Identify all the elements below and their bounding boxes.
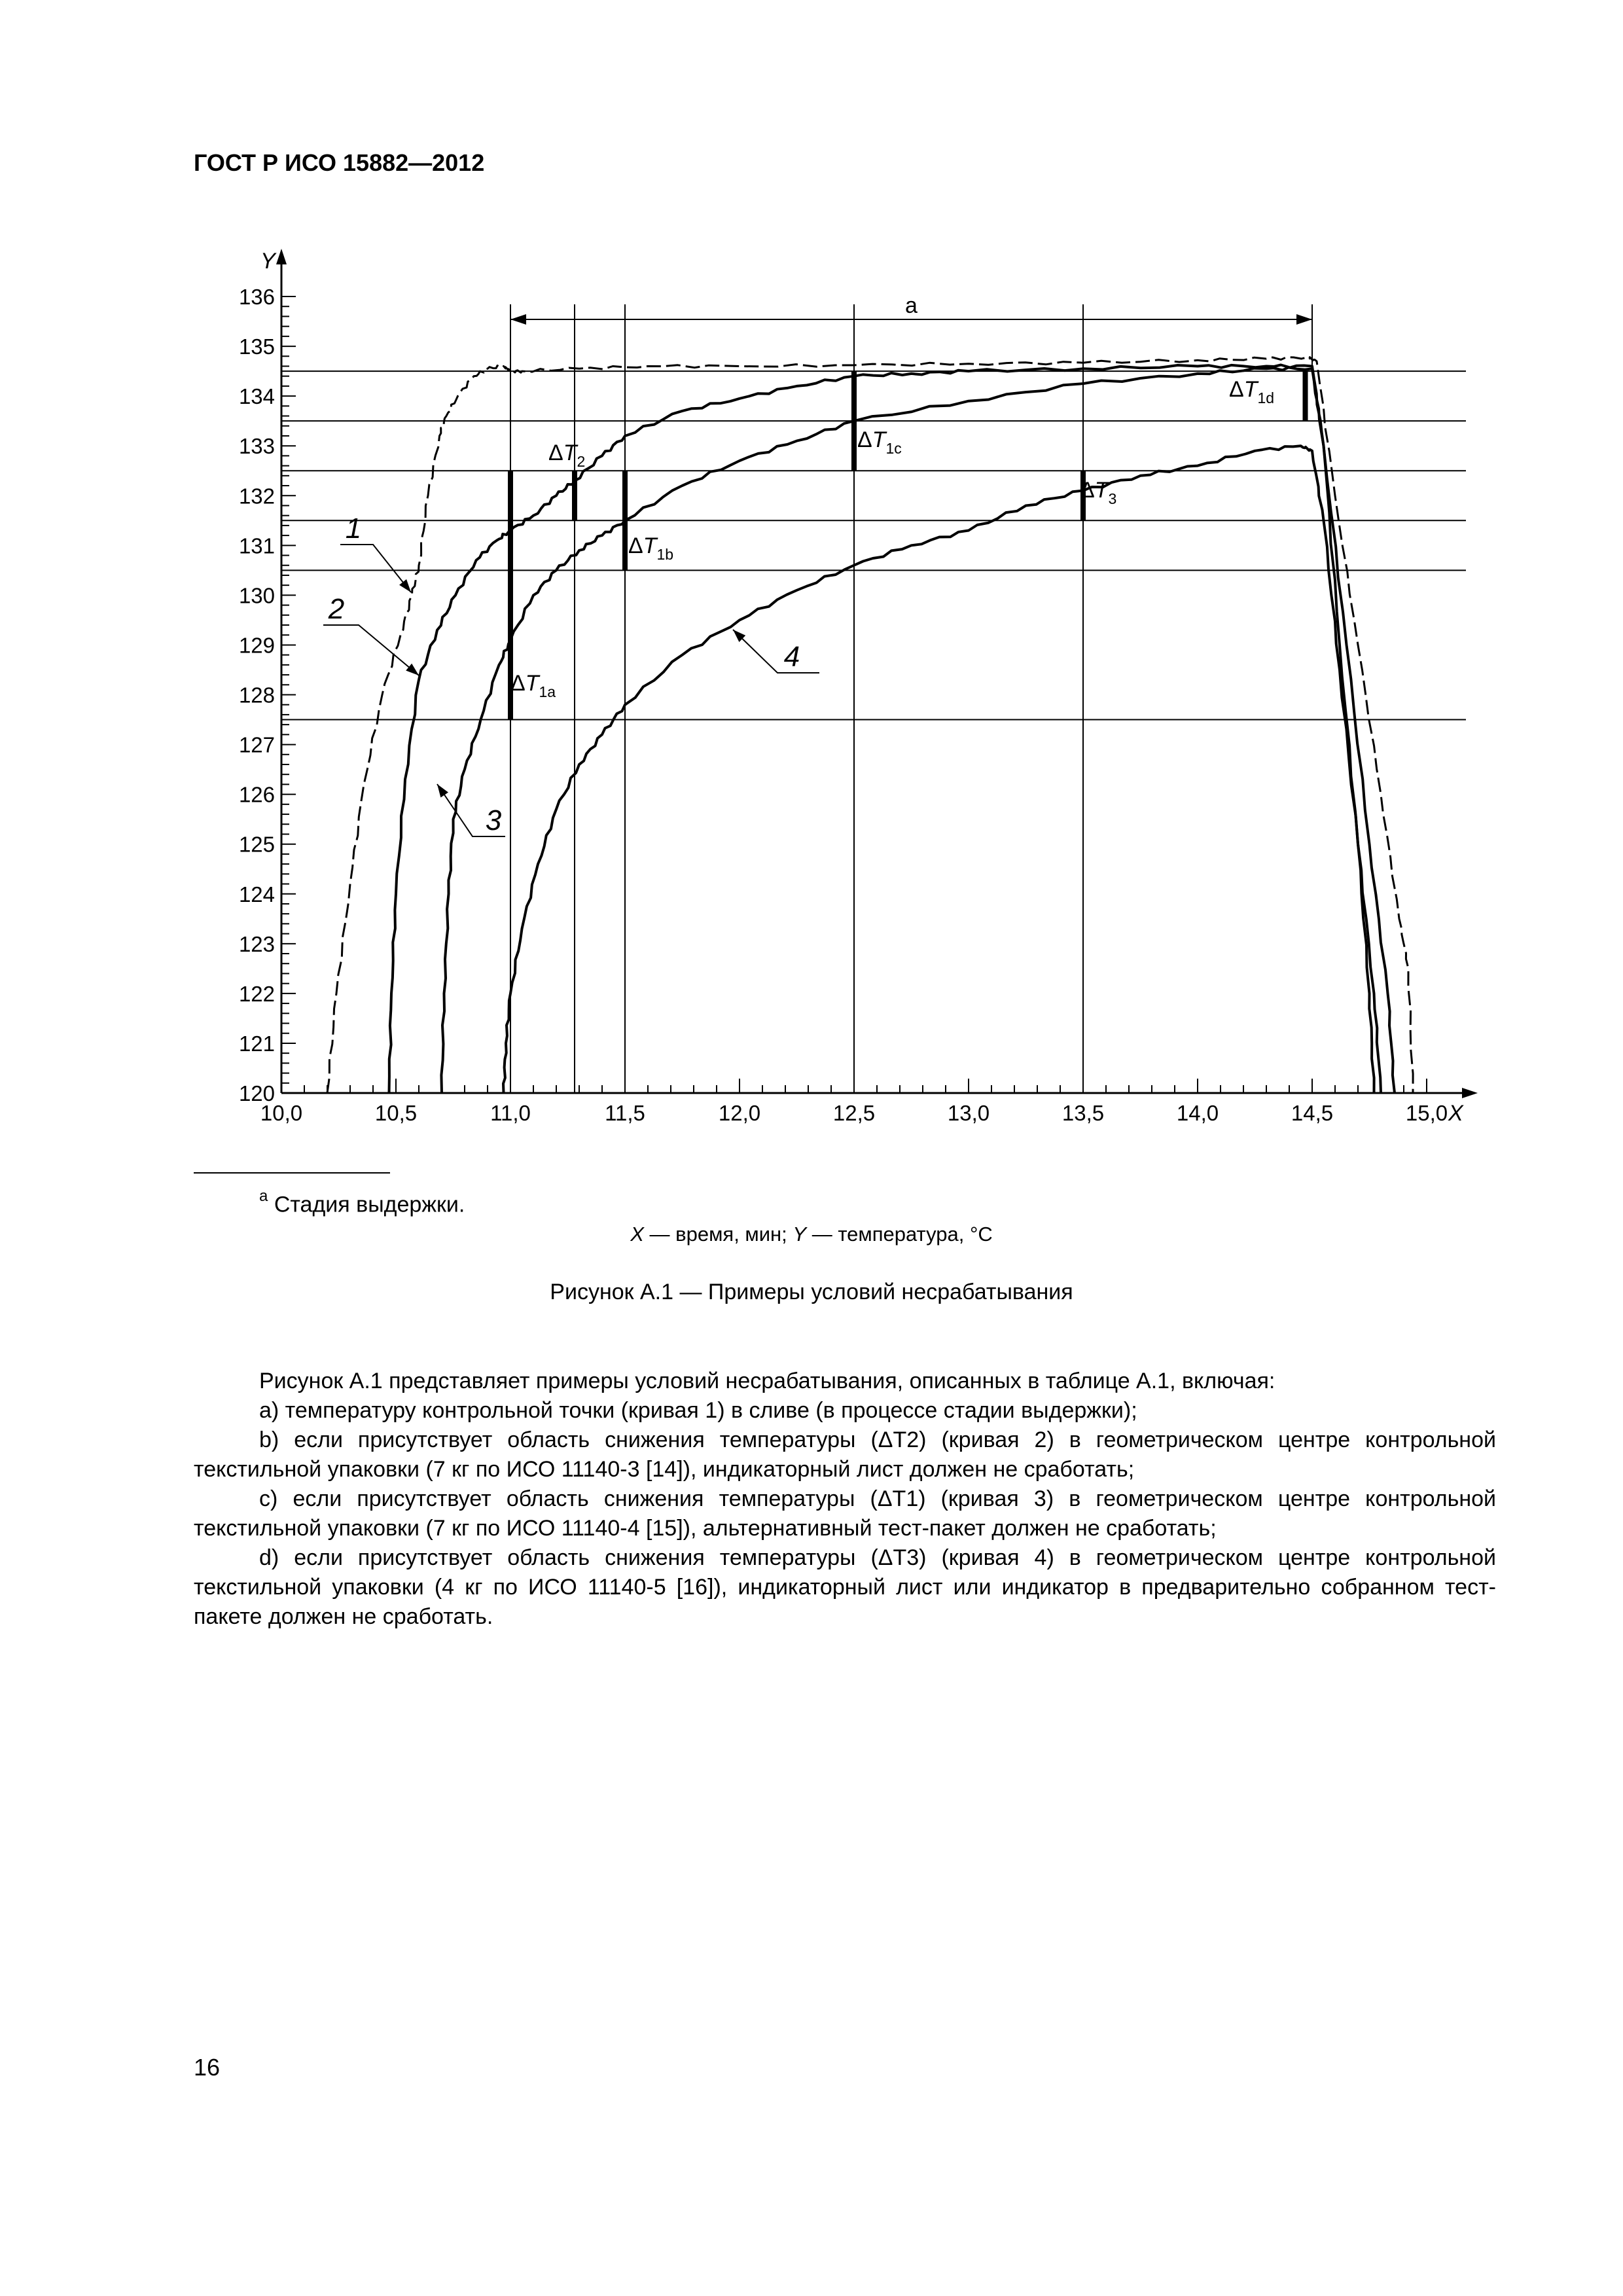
curve-callout-label: 3 bbox=[485, 804, 502, 836]
axis-legend bbox=[0, 1223, 1623, 1246]
body-text bbox=[194, 1367, 1496, 1632]
x-axis-label: X bbox=[1448, 1101, 1463, 1126]
curve-callout-label: 1 bbox=[345, 512, 362, 545]
page-number: 16 bbox=[194, 2054, 221, 2081]
curve-callout-arrow bbox=[437, 784, 448, 797]
delta-marker-label: $\Delta T_{1d}$ bbox=[1229, 377, 1275, 406]
y-tick-label: 136 bbox=[238, 285, 275, 309]
y-tick-label: 124 bbox=[238, 882, 275, 906]
y-tick-label: 135 bbox=[238, 334, 275, 359]
y-tick-label: 129 bbox=[238, 633, 275, 658]
legend-x-var: X bbox=[630, 1223, 644, 1246]
x-tick-label: 12,0 bbox=[718, 1101, 761, 1125]
curve-2 bbox=[389, 365, 1395, 1094]
x-tick-label: 10,0 bbox=[260, 1101, 303, 1125]
x-tick-label: 15,0 bbox=[1405, 1101, 1448, 1125]
x-tick-label: 11,5 bbox=[605, 1101, 645, 1125]
hold-dimension-arrow-right bbox=[1296, 314, 1312, 325]
x-tick-label: 12,5 bbox=[832, 1101, 876, 1125]
x-tick-label: 13,0 bbox=[947, 1101, 990, 1125]
y-axis-arrow bbox=[276, 249, 287, 264]
legend-y-text: — температура, °С bbox=[806, 1223, 993, 1246]
y-tick-label: 130 bbox=[238, 583, 275, 608]
legend-y-var: Y bbox=[793, 1223, 807, 1246]
curve-callout-label: 4 bbox=[783, 641, 800, 673]
curve-callout-label: 2 bbox=[328, 593, 345, 625]
y-tick-label: 128 bbox=[238, 683, 275, 708]
legend-x-text: — время, мин; bbox=[643, 1223, 793, 1246]
x-tick-label: 14,5 bbox=[1291, 1101, 1334, 1125]
y-tick-label: 125 bbox=[238, 832, 275, 857]
x-tick-label: 14,0 bbox=[1176, 1101, 1219, 1125]
y-tick-label: 132 bbox=[238, 484, 275, 509]
y-tick-label: 131 bbox=[238, 533, 275, 558]
curve-callout-line bbox=[323, 625, 419, 675]
figure-caption: Рисунок А.1 — Примеры условий несрабатывания bbox=[550, 1280, 1073, 1304]
y-tick-label: 134 bbox=[238, 384, 275, 409]
x-axis-arrow bbox=[1462, 1088, 1478, 1098]
x-tick-label: 10,5 bbox=[374, 1101, 418, 1125]
y-axis-label: Y bbox=[260, 249, 276, 274]
delta-marker-label: $\Delta T_{1b}$ bbox=[628, 533, 674, 563]
delta-marker-label: $\Delta T_{1a}$ bbox=[510, 671, 556, 700]
y-tick-label: 127 bbox=[238, 732, 275, 757]
document-header: ГОСТ Р ИСО 15882—2012 bbox=[194, 149, 485, 176]
paragraph-b: b) если присутствует область снижения температуры (ΔT2) (кривая 2) в геометрическом центре контрольной текстильной упаковки (7 кг по ИСО 11140-3 [14]), индикаторный лист должен не сработать; bbox=[194, 1427, 1496, 1482]
delta-marker-label: $\Delta T_2$ bbox=[548, 440, 586, 470]
paragraph-intro: Рисунок А.1 представляет примеры условий несрабатывания, описанных в таблице А.1, включая: bbox=[259, 1369, 1275, 1393]
hold-dimension-arrow-left bbox=[510, 314, 526, 325]
footnote-marker: a bbox=[259, 1187, 268, 1205]
curve-callout-line bbox=[733, 630, 819, 673]
hold-dimension-label: a bbox=[905, 293, 918, 318]
y-tick-label: 121 bbox=[238, 1031, 275, 1056]
x-tick-label: 13,5 bbox=[1061, 1101, 1105, 1125]
footnote-divider bbox=[194, 1172, 390, 1174]
y-tick-label: 120 bbox=[238, 1081, 275, 1105]
curve-1 bbox=[327, 357, 1413, 1093]
curve-callout-arrow bbox=[406, 664, 419, 675]
delta-marker-label: $\Delta T_{1c}$ bbox=[857, 427, 902, 457]
y-tick-label: 126 bbox=[238, 782, 275, 807]
delta-marker-label: $\Delta T_3$ bbox=[1080, 478, 1117, 507]
curve-callout-arrow bbox=[399, 579, 411, 592]
paragraph-d: d) если присутствует область снижения температуры (ΔT3) (кривая 4) в геометрическом центре контрольной текстильной упаковки (4 кг по ИСО 11140-5 [16]), индикаторный лист или индикатор в предварительно собранном тест-пакете должен не сработать. bbox=[194, 1545, 1496, 1629]
footnote-text: Стадия выдержки. bbox=[274, 1192, 465, 1217]
y-tick-label: 123 bbox=[238, 931, 275, 956]
y-tick-label: 122 bbox=[238, 981, 275, 1006]
y-tick-label: 133 bbox=[238, 434, 275, 459]
footnote bbox=[259, 1187, 465, 1217]
paragraph-c: c) если присутствует область снижения температуры (ΔT1) (кривая 3) в геометрическом центре контрольной текстильной упаковки (7 кг по ИСО 11140-4 [15]), альтернативный тест-пакет должен не сработать; bbox=[194, 1486, 1496, 1541]
paragraph-a: a) температуру контрольной точки (кривая 1) в сливе (в процессе стадии выдержки); bbox=[259, 1398, 1137, 1423]
x-tick-label: 11,0 bbox=[490, 1101, 531, 1125]
